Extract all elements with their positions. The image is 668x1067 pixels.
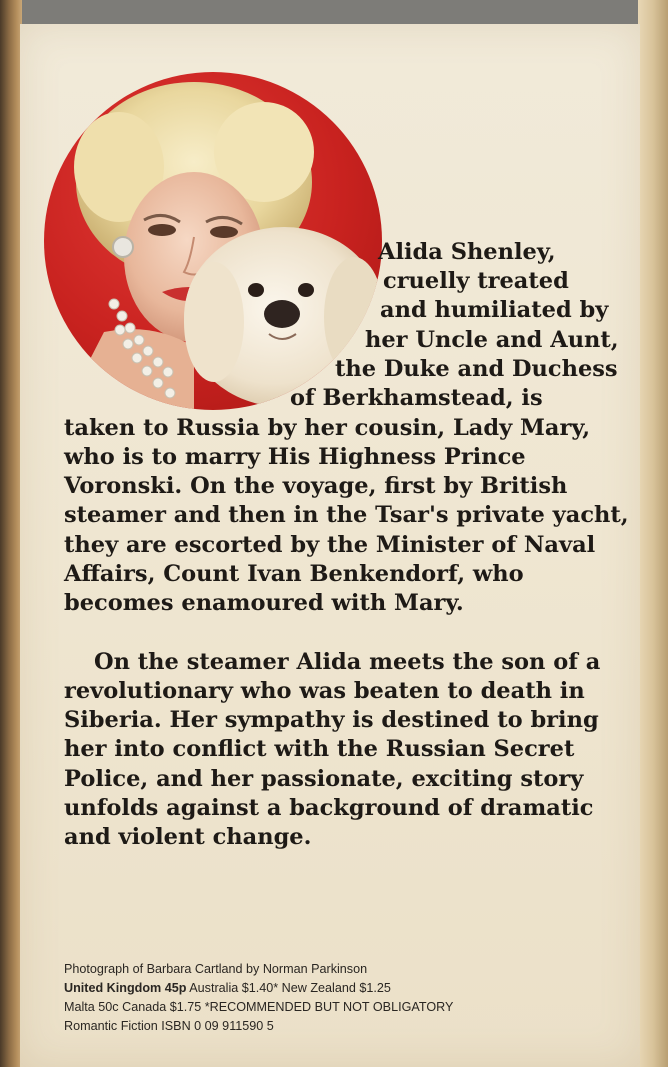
- blurb-line: Alida Shenley,: [378, 239, 556, 265]
- book-spine: [0, 0, 22, 1067]
- blurb-line: of Berkhamstead, is: [290, 385, 543, 411]
- author-portrait-photo: [44, 72, 382, 410]
- blurb-line: steamer and then in the Tsar's private yacht,: [64, 502, 629, 528]
- blurb-line: On the steamer Alida meets the son of a: [94, 649, 601, 675]
- isbn-line: Romantic Fiction ISBN 0 09 911590 5: [64, 1019, 274, 1033]
- cover-credits: [64, 960, 453, 1036]
- blurb-line: and violent change.: [64, 824, 312, 850]
- price-other-countries: Australia $1.40* New Zealand $1.25: [186, 981, 391, 995]
- blurb-line: who is to marry His Highness Prince: [64, 444, 526, 470]
- blurb-line: unfolds against a background of dramatic: [64, 795, 594, 821]
- blurb-line: the Duke and Duchess: [335, 356, 618, 382]
- blurb-line: her Uncle and Aunt,: [365, 327, 619, 353]
- blurb-line: Police, and her passionate, exciting story: [64, 766, 584, 792]
- blurb-line: and humiliated by: [380, 297, 609, 323]
- portrait-illustration: [44, 72, 382, 410]
- blurb-line: Voronski. On the voyage, first by British: [64, 473, 568, 499]
- blurb-line: taken to Russia by her cousin, Lady Mary,: [64, 415, 591, 441]
- blurb-line: they are escorted by the Minister of Naval: [64, 532, 596, 558]
- blurb-line: her into conflict with the Russian Secret: [64, 736, 575, 762]
- blurb-line: Siberia. Her sympathy is destined to bring: [64, 707, 599, 733]
- blurb-line: revolutionary who was beaten to death in: [64, 678, 585, 704]
- price-line-1: [64, 979, 453, 998]
- blurb-line: becomes enamoured with Mary.: [64, 590, 464, 616]
- page-edges: [638, 0, 668, 1067]
- back-cover: [20, 24, 640, 1067]
- blurb-line: cruelly treated: [383, 268, 569, 294]
- price-uk: United Kingdom 45p: [64, 981, 187, 995]
- blurb-line: Affairs, Count Ivan Benkendorf, who: [64, 561, 524, 587]
- photo-credit: Photograph of Barbara Cartland by Norman Parkinson: [64, 962, 368, 976]
- price-line-2: Malta 50c Canada $1.75 *RECOMMENDED BUT NOT OBLIGATORY: [64, 1000, 454, 1014]
